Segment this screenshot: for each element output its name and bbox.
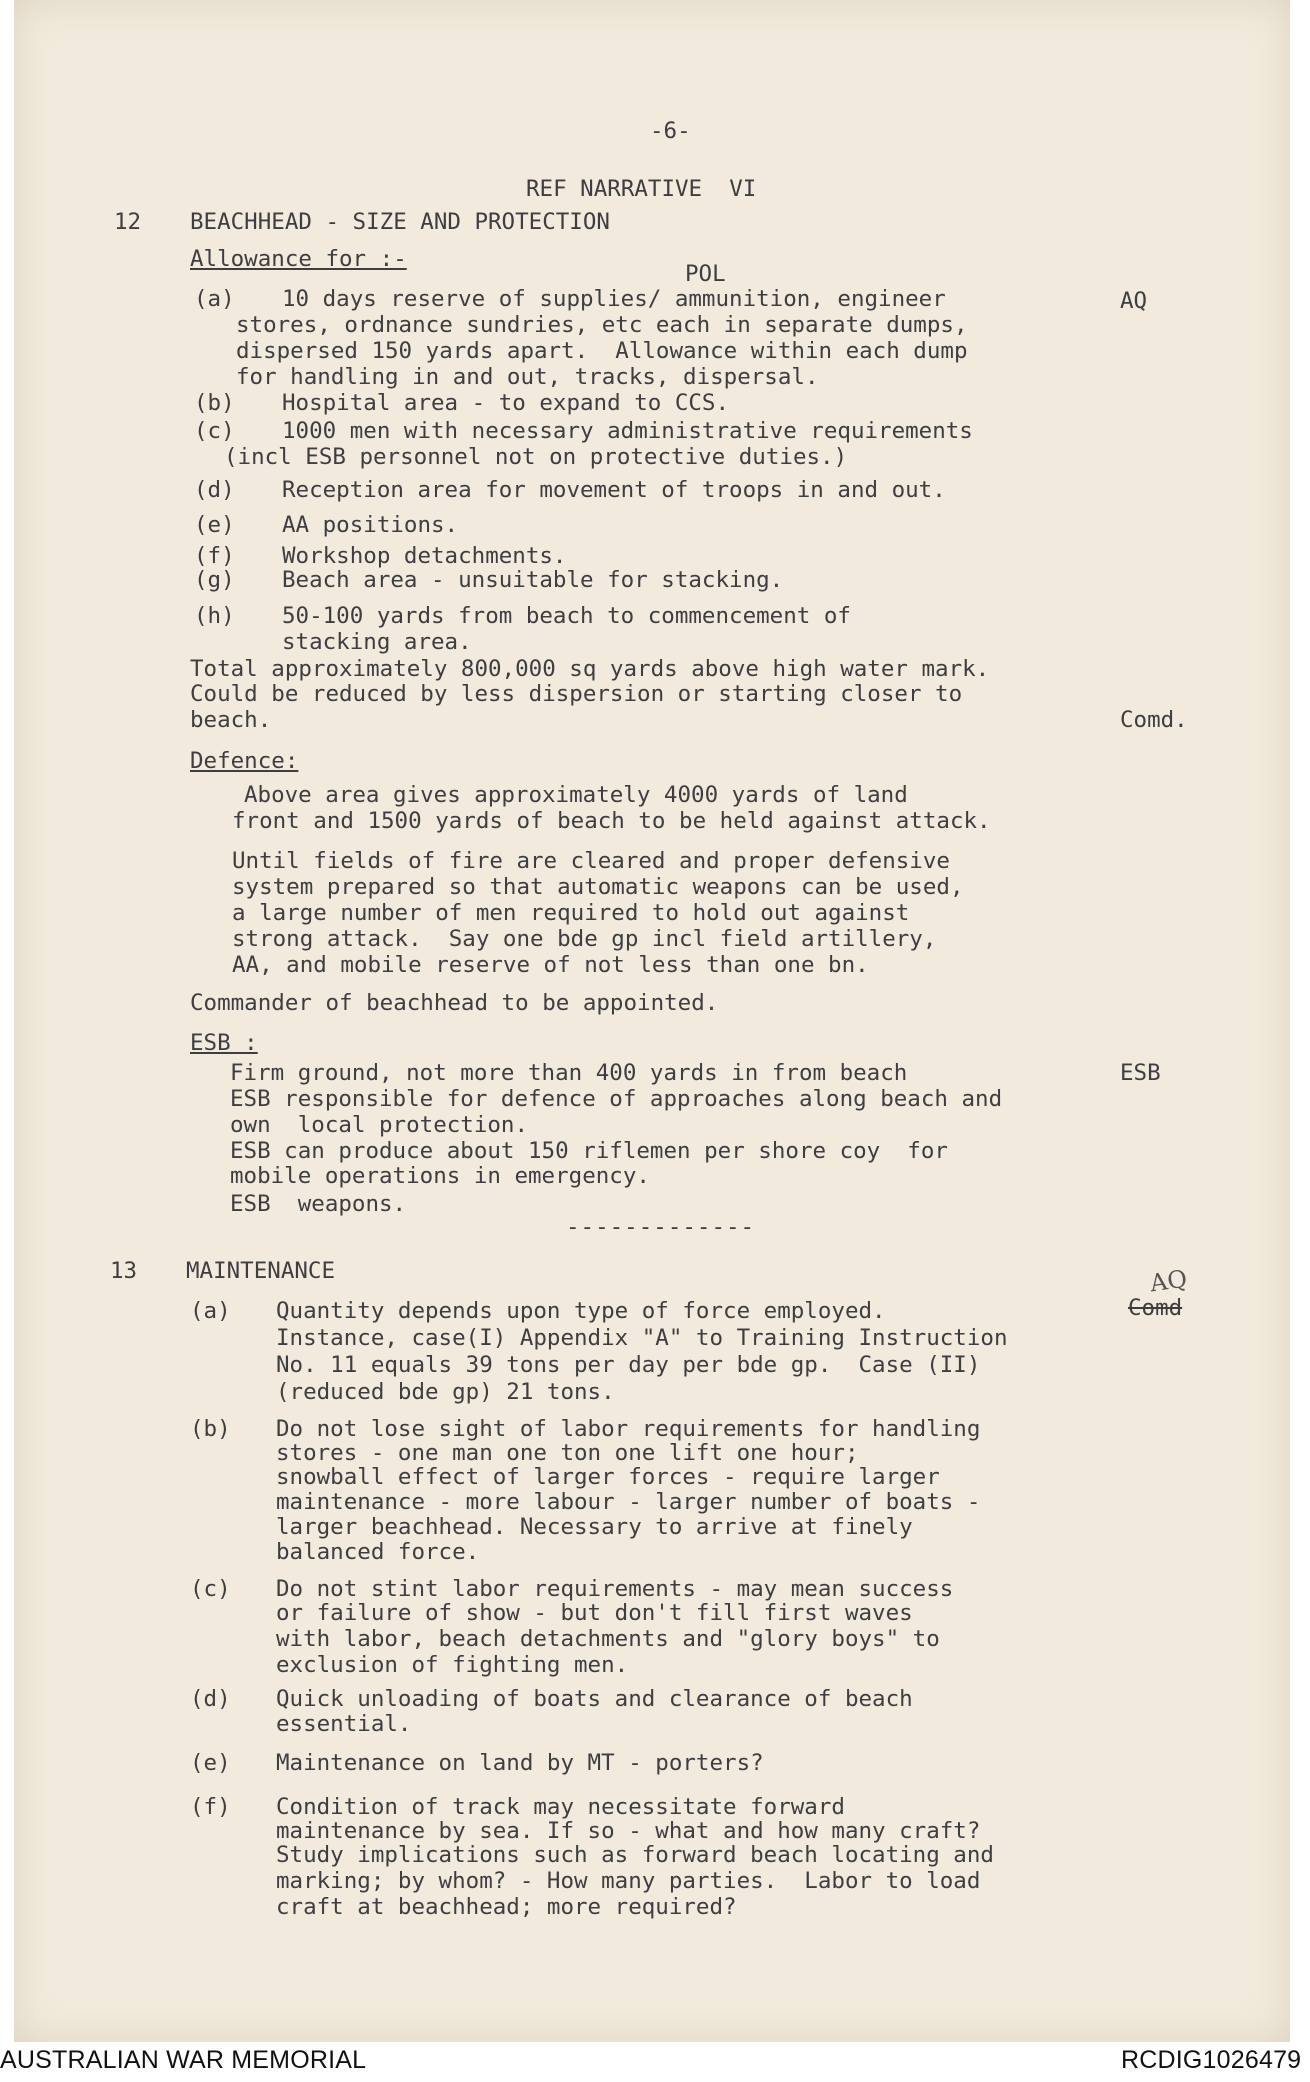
esb-line: ESB responsible for defence of approaches along beach and: [230, 1086, 1003, 1112]
total-line: beach.: [190, 707, 272, 733]
item-line: craft at beachhead; more required?: [276, 1894, 737, 1920]
item-line: exclusion of fighting men.: [276, 1652, 629, 1678]
defence-line: strong attack. Say one bde gp incl field artillery,: [232, 926, 937, 952]
section-divider: -------------: [566, 1214, 756, 1240]
allowance-label: Allowance for :-: [190, 246, 407, 272]
item-line: stores - one man one ton one lift one hour;: [276, 1440, 859, 1466]
esb-line: mobile operations in emergency.: [230, 1163, 650, 1189]
item-line: Do not stint labor requirements - may mean success: [276, 1576, 954, 1602]
esb-line: ESB can produce about 150 riflemen per shore coy for: [230, 1138, 948, 1164]
item-line: with labor, beach detachments and "glory boys" to: [276, 1626, 940, 1652]
item-line: snowball effect of larger forces - require larger: [276, 1464, 940, 1490]
item-marker: (a): [194, 286, 235, 312]
document-body: [14, 0, 1290, 2042]
item-line: Quick unloading of boats and clearance of beach: [276, 1686, 913, 1712]
item-marker: (c): [194, 418, 235, 444]
item-marker: (d): [194, 477, 235, 503]
item-line: Workshop detachments.: [282, 543, 567, 569]
item-marker: (e): [190, 1750, 231, 1776]
item-marker: (b): [194, 390, 235, 416]
margin-note-comd-struck: Comd: [1128, 1295, 1183, 1321]
section-13-number: 13: [110, 1258, 138, 1284]
pol-insert: POL: [685, 261, 726, 287]
item-line: 10 days reserve of supplies/ ammunition, engineer: [282, 286, 946, 312]
margin-note-aq-handwritten: AQ: [1148, 1264, 1189, 1298]
margin-note-comd: Comd.: [1120, 707, 1188, 733]
footer-record-id: RCDIG1026479: [1121, 2046, 1302, 2074]
esb-label: ESB :: [190, 1030, 258, 1056]
item-line: or failure of show - but don't fill first waves: [276, 1600, 913, 1626]
item-marker: (f): [194, 543, 235, 569]
section-12-number: 12: [114, 209, 142, 235]
defence-line: AA, and mobile reserve of not less than one bn.: [232, 952, 869, 978]
footer-institution: AUSTRALIAN WAR MEMORIAL: [0, 2046, 367, 2074]
item-line: essential.: [276, 1711, 412, 1737]
margin-note-esb: ESB: [1120, 1060, 1161, 1086]
section-13-title: MAINTENANCE: [186, 1258, 336, 1284]
defence-line: a large number of men required to hold out against: [232, 900, 910, 926]
item-line: stores, ordnance sundries, etc each in separate dumps,: [236, 312, 968, 338]
item-line: larger beachhead. Necessary to arrive at finely: [276, 1514, 913, 1540]
item-marker: (f): [190, 1794, 231, 1820]
item-line: maintenance - more labour - larger number of boats -: [276, 1489, 981, 1515]
item-line: Do not lose sight of labor requirements for handling: [276, 1416, 981, 1442]
section-12-title: BEACHHEAD - SIZE AND PROTECTION: [190, 209, 610, 235]
total-line: Total approximately 800,000 sq yards above high water mark.: [190, 656, 990, 682]
item-line: stacking area.: [282, 629, 472, 655]
esb-line: ESB weapons.: [230, 1191, 407, 1217]
item-line: balanced force.: [276, 1539, 480, 1565]
item-line: Quantity depends upon type of force employed.: [276, 1298, 886, 1324]
defence-line: Until fields of fire are cleared and proper defensive: [232, 848, 950, 874]
item-marker: (b): [190, 1416, 231, 1442]
item-line: Study implications such as forward beach locating and: [276, 1842, 994, 1868]
esb-line: own local protection.: [230, 1112, 529, 1138]
item-line: (reduced bde gp) 21 tons.: [276, 1379, 615, 1405]
item-line: 1000 men with necessary administrative requirements: [282, 418, 973, 444]
item-line: Condition of track may necessitate forward: [276, 1794, 845, 1820]
item-line: Reception area for movement of troops in and out.: [282, 477, 946, 503]
esb-line: Firm ground, not more than 400 yards in from beach: [230, 1060, 908, 1086]
total-line: Could be reduced by less dispersion or starting closer to: [190, 681, 963, 707]
defence-label: Defence:: [190, 748, 299, 774]
item-line: maintenance by sea. If so - what and how many craft?: [276, 1818, 981, 1844]
item-line: No. 11 equals 39 tons per day per bde gp. Case (II): [276, 1352, 981, 1378]
item-line: Maintenance on land by MT - porters?: [276, 1750, 764, 1776]
item-marker: (c): [190, 1576, 231, 1602]
reference-heading: REF NARRATIVE VI: [526, 176, 757, 202]
paper-sheet: [14, 0, 1290, 2042]
defence-line: front and 1500 yards of beach to be held against attack.: [232, 808, 991, 834]
item-marker: (h): [194, 603, 235, 629]
item-line: (incl ESB personnel not on protective duties.): [224, 444, 848, 470]
item-marker: (a): [190, 1298, 231, 1324]
defence-line: Above area gives approximately 4000 yards of land: [244, 782, 908, 808]
margin-note-aq: AQ: [1120, 288, 1148, 314]
page-number: -6-: [650, 118, 691, 144]
item-marker: (g): [194, 567, 235, 593]
item-line: Beach area - unsuitable for stacking.: [282, 567, 784, 593]
item-line: for handling in and out, tracks, dispersal.: [236, 364, 819, 390]
defence-line: system prepared so that automatic weapons can be used,: [232, 874, 964, 900]
commander-line: Commander of beachhead to be appointed.: [190, 990, 719, 1016]
item-marker: (e): [194, 512, 235, 538]
item-line: AA positions.: [282, 512, 459, 538]
item-line: 50-100 yards from beach to commencement of: [282, 603, 851, 629]
item-marker: (d): [190, 1686, 231, 1712]
item-line: Instance, case(I) Appendix "A" to Training Instruction: [276, 1325, 1008, 1351]
item-line: dispersed 150 yards apart. Allowance within each dump: [236, 338, 968, 364]
item-line: Hospital area - to expand to CCS.: [282, 390, 730, 416]
item-line: marking; by whom? - How many parties. Labor to load: [276, 1868, 981, 1894]
